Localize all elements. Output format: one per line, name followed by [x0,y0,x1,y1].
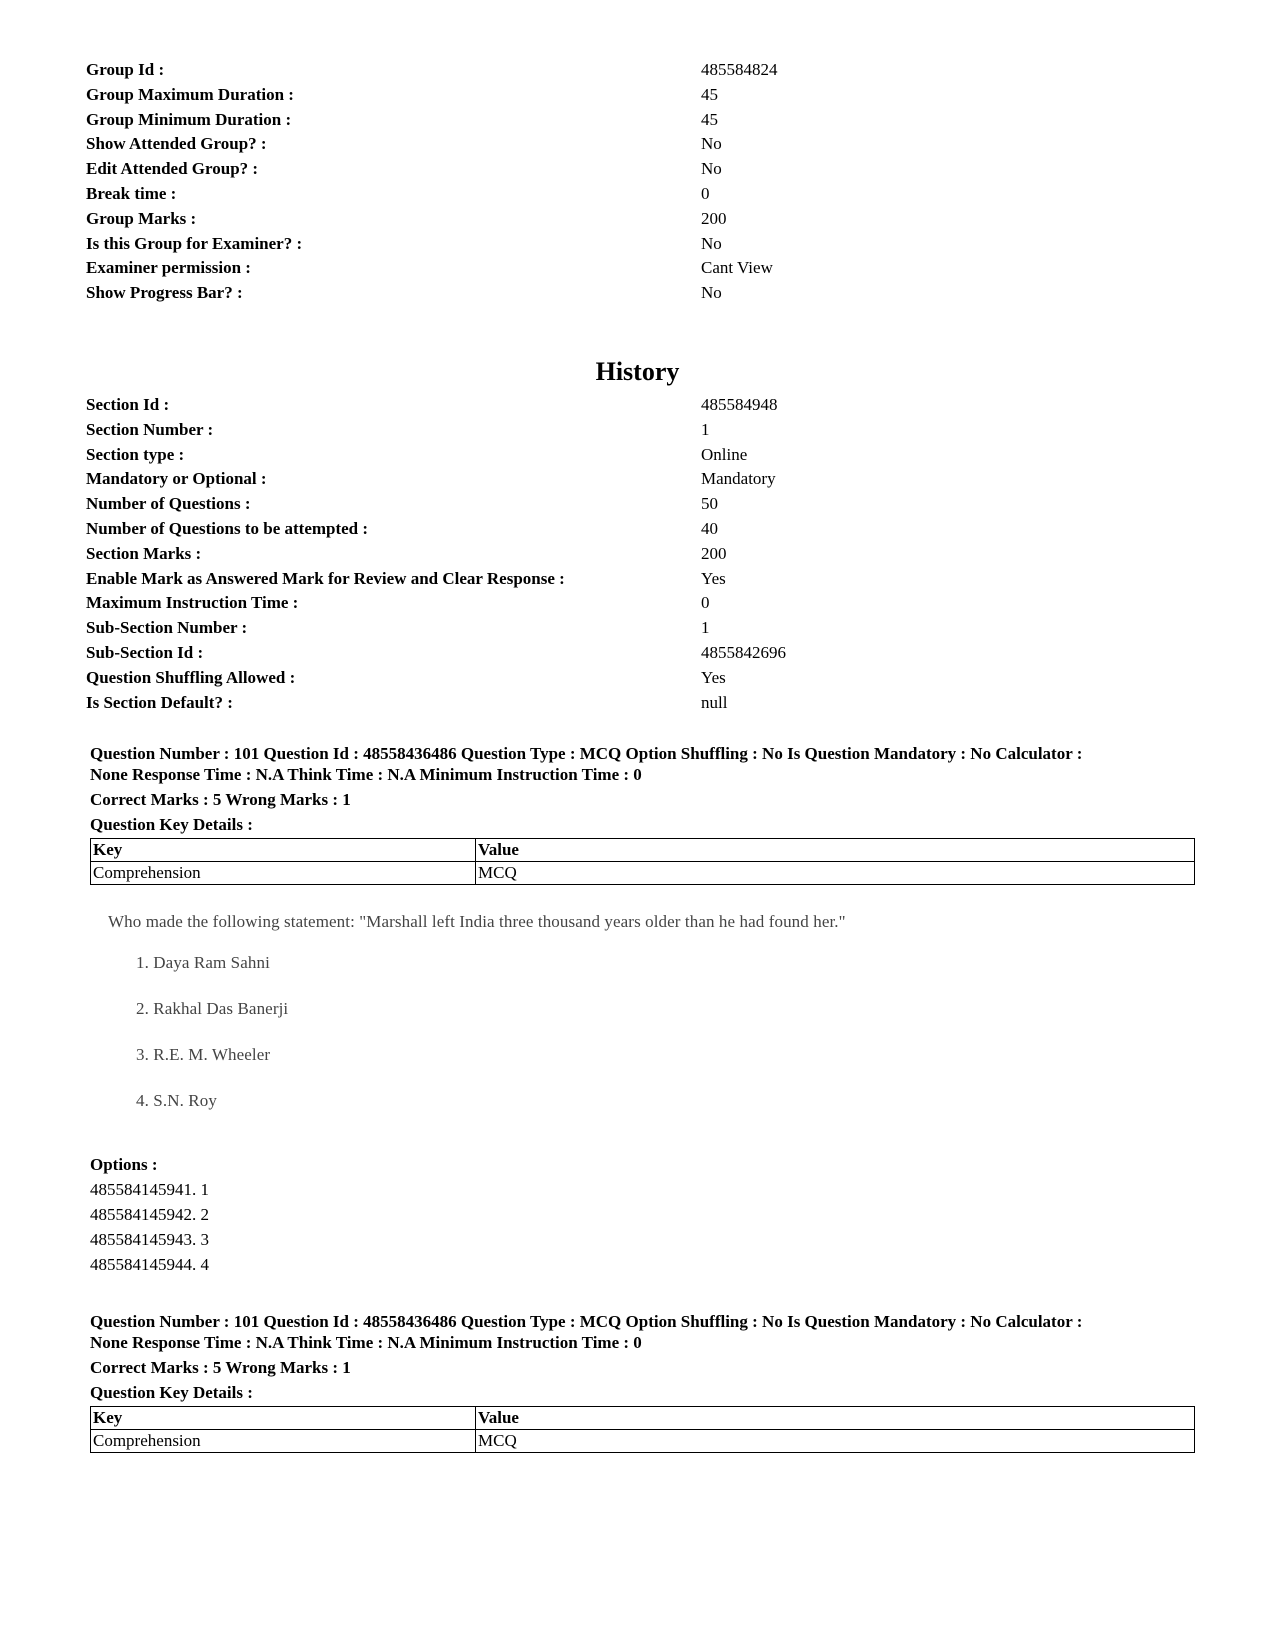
edit-attended-group-row [86,157,1206,182]
question-header-line-1: Question Number : 101 Question Id : 48558436486 Question Type : MCQ Option Shuffling : No Is Question Mandatory : No Calculator : [90,744,1083,763]
group-min-duration-label: Group Minimum Duration : [86,109,292,129]
choice-item: 1. Daya Ram Sahni [136,953,270,972]
question-block-1 [90,743,1200,885]
show-progress-bar-label: Show Progress Bar? : [86,283,243,303]
section-number-row [86,418,1206,443]
section-info-list [86,393,1206,715]
option-item: 485584145944. 4 [90,1255,209,1274]
section-type-label: Section type : [86,444,185,464]
edit-attended-group-value: No [701,159,722,179]
question-shuffling-value: Yes [701,667,726,687]
examiner-permission-value: Cant View [701,258,773,278]
table-header-row [91,1407,1195,1430]
section-marks-value: 200 [701,543,727,563]
group-min-duration-value: 45 [701,109,718,129]
table-header-row [91,839,1195,862]
group-id-value: 485584824 [701,60,778,79]
break-time-label: Break time : [86,183,177,203]
max-instruction-time-value: 0 [701,593,710,613]
section-type-value: Online [701,444,748,464]
section-default-value: null [701,692,728,712]
option-item: 485584145942. 2 [90,1205,209,1224]
table-row [91,862,1195,885]
number-of-questions-value: 50 [701,494,718,514]
mandatory-optional-value: Mandatory [701,469,776,489]
question-key-table [90,838,1195,885]
sub-section-id-value: 4855842696 [701,642,786,662]
group-max-duration-label: Group Maximum Duration : [86,84,294,104]
table-header-value: Value [476,839,1195,862]
section-id-value: 485584948 [701,395,778,414]
show-progress-bar-row [86,281,1206,306]
group-for-examiner-value: No [701,233,722,253]
section-title: History [595,357,680,386]
max-instruction-time-label: Maximum Instruction Time : [86,593,299,613]
mark-for-review-value: Yes [701,568,726,588]
show-attended-group-row [86,132,1206,157]
options-label: Options : [90,1155,158,1174]
mark-for-review-label: Enable Mark as Answered Mark for Review and Clear Response : [86,568,565,588]
show-progress-bar-value: No [701,283,722,303]
table-row [91,1430,1195,1453]
sub-section-id-label: Sub-Section Id : [86,642,204,662]
section-default-label: Is Section Default? : [86,692,233,712]
question-statement: Who made the following statement: "Marshall left India three thousand years older than he had found her." [108,912,846,931]
group-id-label: Group Id : [86,60,165,79]
group-for-examiner-label: Is this Group for Examiner? : [86,233,303,253]
question-key-details-label: Question Key Details : [90,1383,253,1402]
sub-section-number-label: Sub-Section Number : [86,618,248,638]
choice-item: 4. S.N. Roy [136,1091,217,1110]
show-attended-group-value: No [701,134,722,154]
sub-section-id-row [86,641,1206,666]
question-image [108,908,1008,1110]
group-max-duration-value: 45 [701,84,718,104]
number-of-questions-label: Number of Questions : [86,494,251,514]
group-marks-value: 200 [701,208,727,228]
table-cell-key: Comprehension [91,862,476,885]
questions-to-attempt-value: 40 [701,518,718,538]
question-block-2 [90,1311,1200,1453]
choice-item: 3. R.E. M. Wheeler [136,1045,271,1064]
question-key-details-label: Question Key Details : [90,815,253,834]
question-header-line-1: Question Number : 101 Question Id : 48558436486 Question Type : MCQ Option Shuffling : No Is Question Mandatory : No Calculator : [90,1312,1083,1331]
examiner-permission-row [86,256,1206,281]
section-marks-row [86,542,1206,567]
section-number-value: 1 [701,419,710,439]
group-min-duration-row [86,108,1206,133]
group-for-examiner-row [86,232,1206,257]
section-default-row [86,691,1206,716]
mark-for-review-row [86,567,1206,592]
number-of-questions-row [86,492,1206,517]
break-time-row [86,182,1206,207]
question-shuffling-label: Question Shuffling Allowed : [86,667,296,687]
choice-item: 2. Rakhal Das Banerji [136,999,289,1018]
question-key-table [90,1406,1195,1453]
section-number-label: Section Number : [86,419,214,439]
option-item: 485584145941. 1 [90,1180,209,1199]
questions-to-attempt-label: Number of Questions to be attempted : [86,518,369,538]
table-header-value: Value [476,1407,1195,1430]
table-header-key: Key [91,839,476,862]
group-id-row [86,58,1206,83]
group-info-list [86,58,1206,306]
max-instruction-time-row [86,591,1206,616]
edit-attended-group-label: Edit Attended Group? : [86,159,259,179]
questions-to-attempt-row [86,517,1206,542]
question-marks: Correct Marks : 5 Wrong Marks : 1 [90,790,351,809]
group-marks-row [86,207,1206,232]
table-cell-value: MCQ [476,1430,1195,1453]
group-max-duration-row [86,83,1206,108]
question-marks: Correct Marks : 5 Wrong Marks : 1 [90,1358,351,1377]
section-id-label: Section Id : [86,395,170,414]
question-header-line-2: None Response Time : N.A Think Time : N.A Minimum Instruction Time : 0 [90,1333,642,1352]
question-shuffling-row [86,666,1206,691]
sub-section-number-value: 1 [701,618,710,638]
section-type-row [86,443,1206,468]
option-item: 485584145943. 3 [90,1230,209,1249]
sub-section-number-row [86,616,1206,641]
section-id-row [86,393,1206,418]
question-header-line-2: None Response Time : N.A Think Time : N.A Minimum Instruction Time : 0 [90,765,642,784]
break-time-value: 0 [701,183,710,203]
table-cell-value: MCQ [476,862,1195,885]
table-cell-key: Comprehension [91,1430,476,1453]
table-header-key: Key [91,1407,476,1430]
examiner-permission-label: Examiner permission : [86,258,251,278]
group-marks-label: Group Marks : [86,208,197,228]
show-attended-group-label: Show Attended Group? : [86,134,267,154]
options-list [90,1152,209,1277]
mandatory-optional-label: Mandatory or Optional : [86,469,267,489]
section-marks-label: Section Marks : [86,543,202,563]
mandatory-optional-row [86,467,1206,492]
